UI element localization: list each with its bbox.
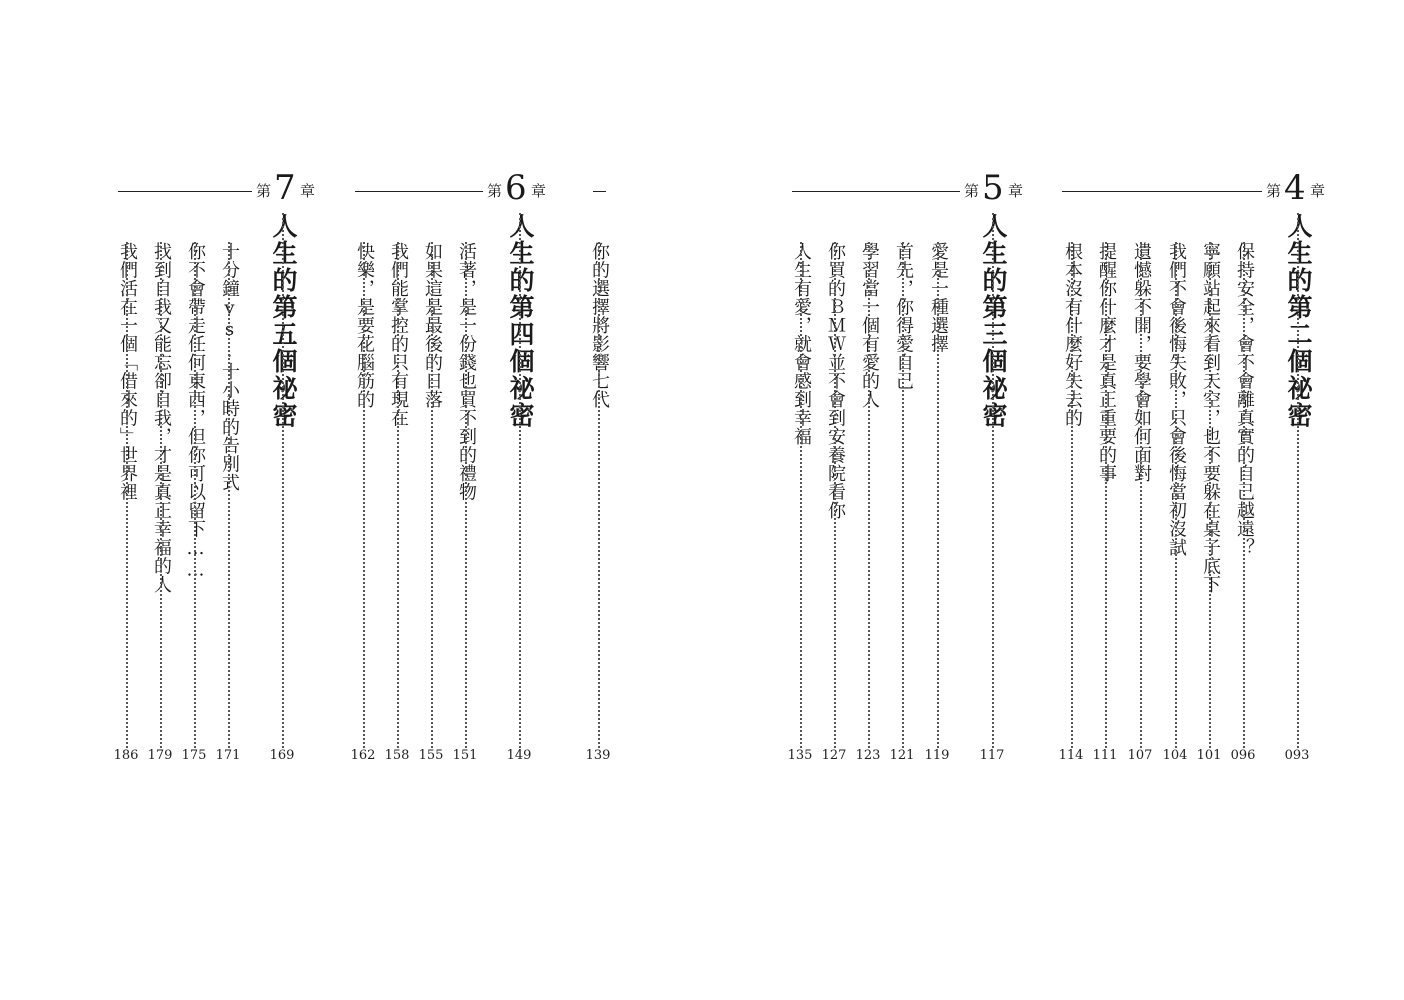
chapter-number: 6 [505, 168, 527, 208]
toc-entry-page: 121 [889, 748, 915, 763]
toc-entry [181, 242, 209, 748]
toc-entry-page: 179 [147, 748, 173, 763]
toc-entry-page: 107 [1127, 748, 1153, 763]
toc-entry [924, 242, 952, 748]
toc-entry [452, 242, 480, 748]
heading-rule [1062, 191, 1262, 192]
toc-entry [787, 242, 815, 748]
toc-entry-text: 遺憾躲不開，要學會如何面對 [1127, 242, 1155, 486]
chapter-prefix: 第 [256, 182, 272, 200]
chapter-title-page: 169 [269, 748, 295, 763]
continuation-rule [593, 191, 606, 192]
chapter-title: 人生的第三個祕密 [978, 213, 1008, 432]
toc-entry-page: 135 [787, 748, 813, 763]
toc-entry-text: 根本沒有什麼好失去的 [1058, 242, 1086, 430]
chapter-title: 人生的第五個祕密 [268, 213, 298, 432]
toc-entry [1162, 242, 1190, 748]
chapter-number: 7 [274, 168, 296, 208]
toc-entry-text: 如果這是最後的日落 [418, 242, 446, 412]
toc-entry-page: 111 [1092, 748, 1118, 763]
heading-rule [118, 191, 252, 192]
chapter-number: 5 [982, 168, 1004, 208]
toc-entry-text: 活著，是一份錢也買不到的禮物 [452, 242, 480, 504]
chapter-title-page: 149 [506, 748, 532, 763]
toc-entry-text: 寧願站起來看到天空，也不要躲在桌子底下 [1196, 242, 1224, 597]
toc-entry [113, 242, 141, 748]
toc-entry-text: 你買的ＢＭＷ並不會到安養院看你 [821, 242, 849, 523]
toc-entry-page: 127 [821, 748, 847, 763]
toc-entry-text: 我們能掌控的只有現在 [384, 242, 412, 430]
chapter-suffix: 章 [1008, 182, 1024, 200]
toc-entry-text: 十分鐘vs.十小時的告別式 [215, 242, 243, 495]
chapter-suffix: 章 [1310, 182, 1326, 200]
toc-entry-text: 提醒你什麼才是真正重要的事 [1092, 242, 1120, 486]
toc-entry [1196, 242, 1224, 748]
toc-entry-page: 155 [418, 748, 444, 763]
chapter-prefix: 第 [964, 182, 980, 200]
toc-entry-text: 人生有愛，就會感到幸福 [787, 242, 815, 449]
toc-entry-page: 139 [585, 748, 611, 763]
toc-entry [215, 242, 243, 748]
toc-entry [384, 242, 412, 748]
chapter-title-page: 117 [979, 748, 1005, 763]
toc-entry [889, 242, 917, 748]
toc-entry-page: 171 [215, 748, 241, 763]
toc-entry-page: 096 [1230, 748, 1256, 763]
toc-entry-text: 學習當一個有愛的人 [855, 242, 883, 412]
chapter-suffix: 章 [531, 182, 547, 200]
chapter-number: 4 [1284, 168, 1306, 208]
chapter-heading [792, 168, 1032, 208]
toc-entry [1230, 242, 1258, 748]
heading-rule [792, 191, 960, 192]
toc-entry-page: 158 [384, 748, 410, 763]
toc-entry-text: 首先，你得愛自己 [889, 242, 917, 393]
toc-entry [147, 242, 175, 748]
toc-entry [418, 242, 446, 748]
toc-entry [821, 242, 849, 748]
toc-entry-page: 151 [452, 748, 478, 763]
toc-entry-page: 123 [855, 748, 881, 763]
heading-rule [355, 191, 483, 192]
chapter-title-line [978, 213, 1006, 748]
chapter-prefix: 第 [1266, 182, 1282, 200]
toc-entry-text: 保持安全，會不會離真實的自己越遠？ [1230, 242, 1258, 560]
toc-entry-page: 104 [1162, 748, 1188, 763]
chapter-suffix: 章 [300, 182, 316, 200]
toc-entry-text: 我們不會後悔失敗，只會後悔當初沒試 [1162, 242, 1190, 560]
toc-entry [585, 242, 613, 748]
toc-entry-text: 你不會帶走任何東西，但你可以留下…… [181, 242, 209, 584]
toc-entry-page: 175 [181, 748, 207, 763]
toc-entry-page: 119 [924, 748, 950, 763]
toc-entry [1092, 242, 1120, 748]
toc-entry-text: 愛是一種選擇 [924, 242, 952, 356]
chapter-title-line [505, 213, 533, 748]
chapter-title-line [268, 213, 296, 748]
chapter-title: 人生的第四個祕密 [505, 213, 535, 432]
toc-entry [855, 242, 883, 748]
chapter-heading [355, 168, 565, 208]
chapter-title-line [1283, 213, 1311, 748]
toc-entry [1127, 242, 1155, 748]
toc-entry-page: 101 [1196, 748, 1222, 763]
toc-entry-text: 找到自我又能忘卻自我，才是真正幸福的人 [147, 242, 175, 597]
toc-entry [350, 242, 378, 748]
toc-entry [1058, 242, 1086, 748]
toc-entry-page: 114 [1058, 748, 1084, 763]
chapter-heading [118, 168, 328, 208]
chapter-heading [1062, 168, 1332, 208]
toc-entry-page: 186 [113, 748, 139, 763]
toc-entry-text: 快樂，是要花腦筋的 [350, 242, 378, 412]
chapter-prefix: 第 [487, 182, 503, 200]
chapter-title: 人生的第二個祕密 [1283, 213, 1313, 432]
toc-entry-text: 你的選擇將影響七代 [585, 242, 613, 412]
toc-entry-text: 我們活在一個「借來的」世界裡 [113, 242, 141, 504]
toc-entry-page: 162 [350, 748, 376, 763]
chapter-title-page: 093 [1284, 748, 1310, 763]
